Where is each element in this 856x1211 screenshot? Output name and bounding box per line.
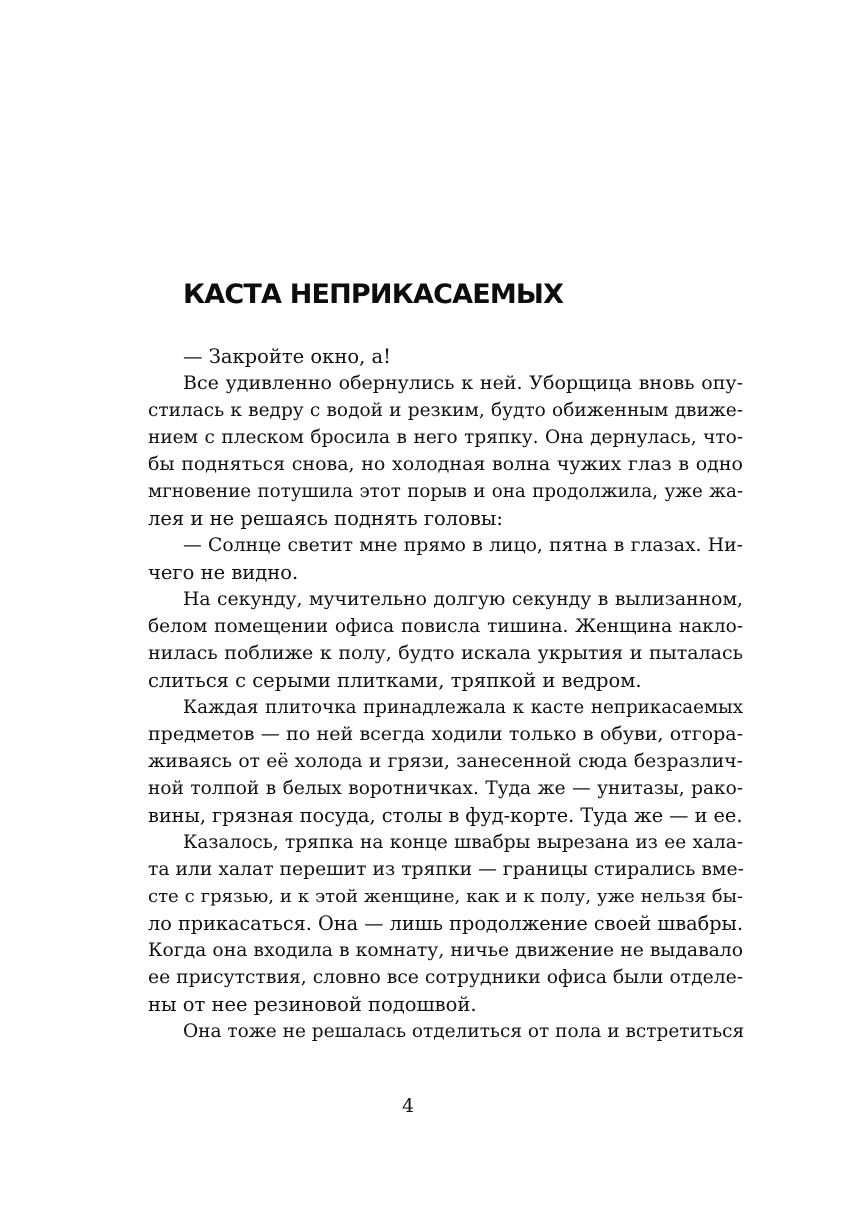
text-line: предметов — по ней всегда ходили только в обуви, отгора- [148, 723, 743, 745]
text-line: вины, грязная посуда, столы в фуд-корте. Туда же — и ее. [148, 804, 743, 827]
text-line: Казалось, тряпка на конце швабры вырезана из ее хала- [183, 832, 743, 853]
text-line: ло прикасаться. Она — лишь продолжение своей швабры. [148, 912, 743, 935]
text-line: нием с плеском бросила в него тряпку. Она дернулась, что- [148, 427, 743, 448]
text-line: лея и не решаясь поднять головы: [148, 507, 503, 530]
text-line: слиться с серыми плитками, тряпкой и ведром. [148, 669, 642, 692]
text-line: Когда она входила в комнату, ничье движение не выдавало [148, 940, 743, 961]
text-line: нилась поближе к полу, будто искала укрытия и пыталась [148, 642, 743, 664]
text-line: живаясь от её холода и грязи, занесенной сюда безразлич- [148, 751, 743, 772]
text-line: — Закройте окно, а! [183, 345, 391, 368]
chapter-body [148, 343, 743, 1045]
text-line: белом помещении офиса повисла тишина. Женщина накло- [148, 616, 743, 637]
text-line: ее присутствия, словно все сотрудники офиса были отделе- [148, 967, 744, 988]
text-line: та или халат перешит из тряпки — границы стирались вме- [148, 859, 744, 880]
chapter-title: КАСТА НЕПРИКАСАЕМЫХ [183, 279, 564, 310]
text-line: На секунду, мучительно долгую секунду в вылизанном, [183, 589, 743, 610]
text-line: ной толпой в белых воротничках. Туда же — унитазы, рако- [148, 778, 743, 799]
text-line: Каждая плиточка принадлежала к касте неприкасаемых [183, 697, 743, 718]
text-line: ны от нее резиновой подошвой. [148, 993, 477, 1016]
text-line: стилась к ведру с водой и резким, будто обиженным движе- [148, 400, 743, 421]
text-line: мгновение потушила этот порыв и она продолжила, уже жа- [148, 481, 743, 502]
text-line: бы подняться снова, но холодная волна чужих глаз в одно [148, 453, 743, 475]
text-line: Все удивленно обернулись к ней. Уборщица вновь опу- [183, 372, 743, 394]
text-line: чего не видно. [148, 561, 299, 584]
page-number: 4 [401, 1095, 415, 1117]
text-line: — Солнце светит мне прямо в лицо, пятна в глазах. Ни- [183, 535, 743, 556]
text-line: Она тоже не решалась отделиться от пола и встретиться [183, 1021, 745, 1042]
text-line: сте с грязью, и к этой женщине, как и к полу, уже нельзя бы- [148, 886, 743, 907]
